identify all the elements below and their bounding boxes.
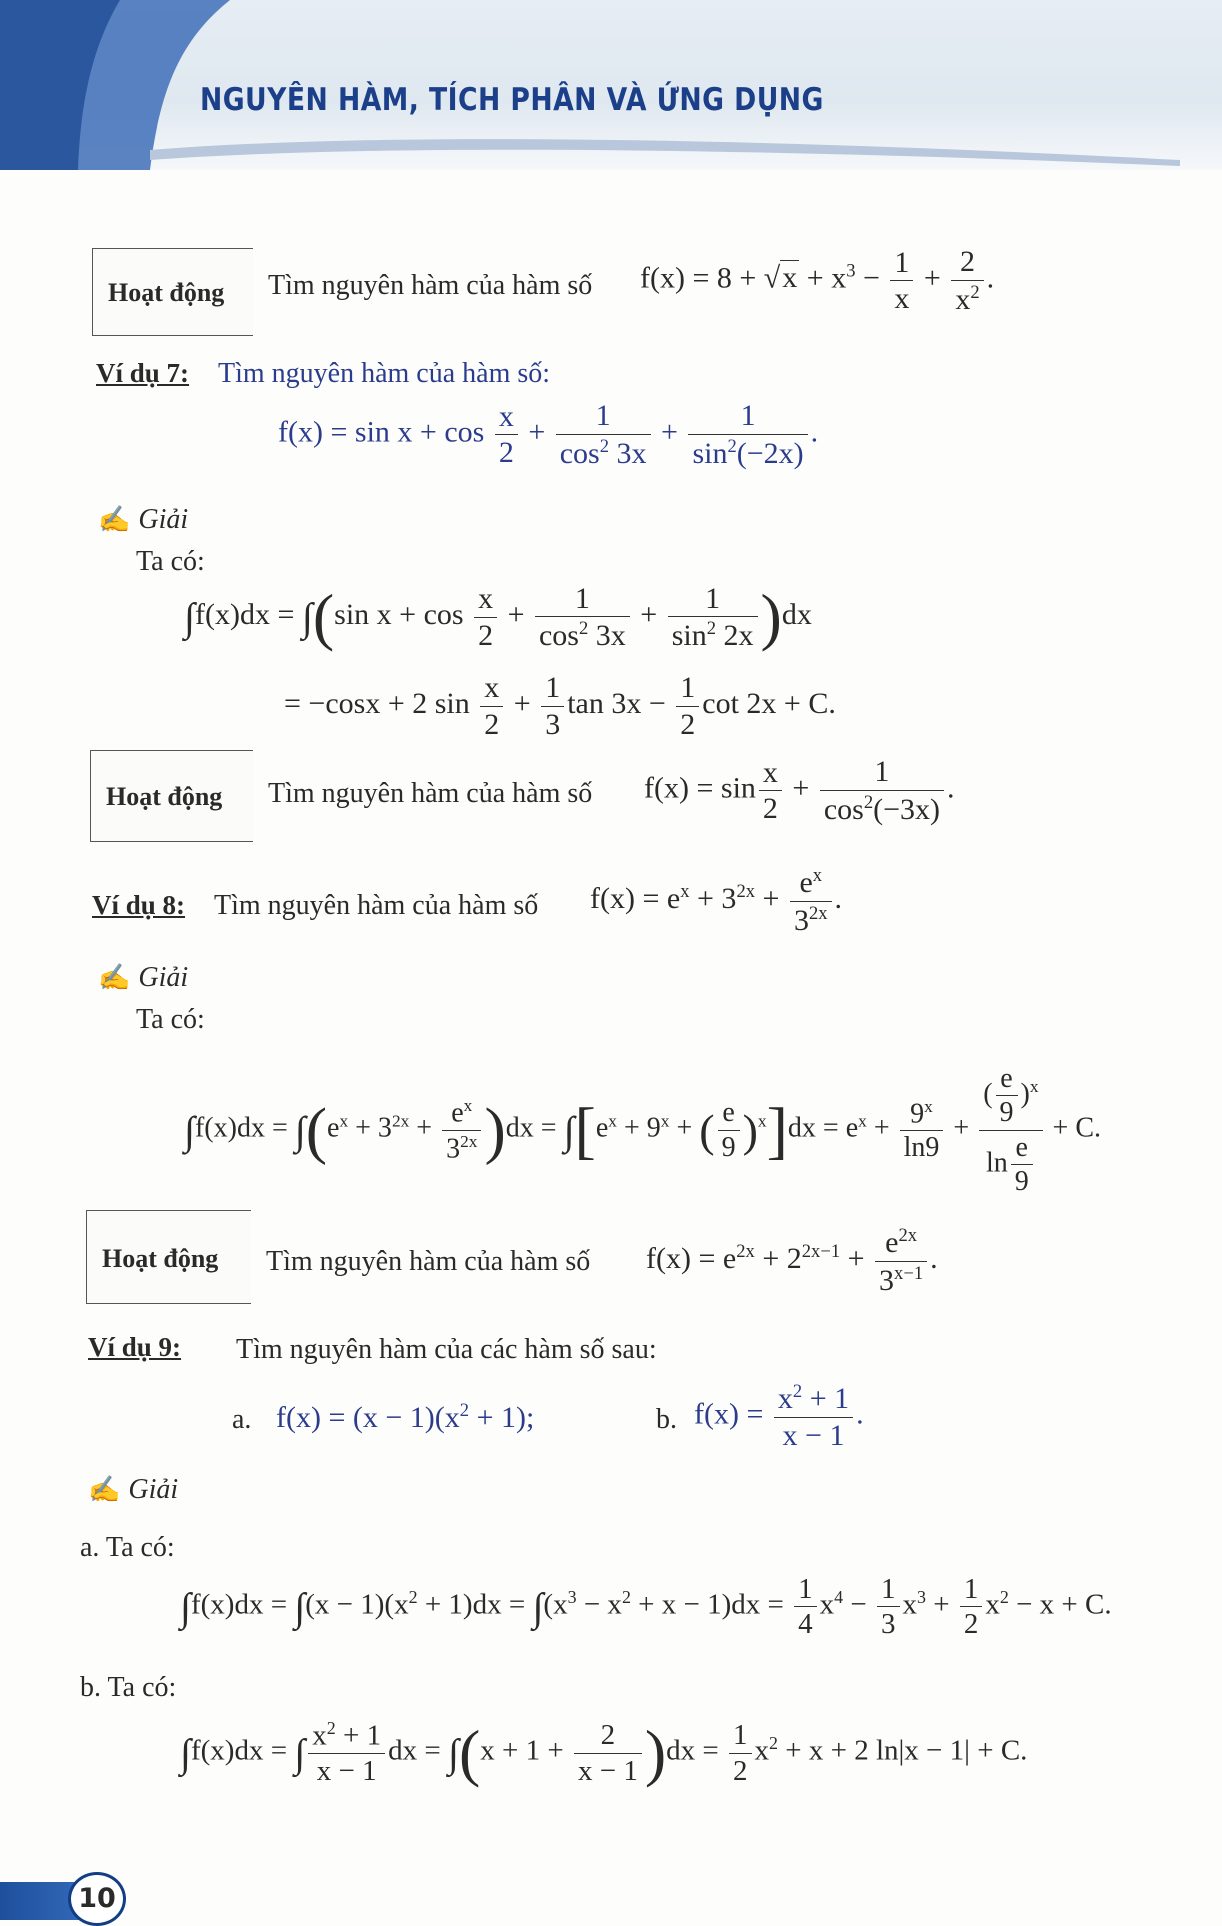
activity-1-text: Tìm nguyên hàm của hàm số — [268, 270, 593, 301]
example-9-part-a-label: a. — [232, 1404, 252, 1435]
activity-label-1: Hoạt động — [108, 278, 225, 307]
activity-2-text: Tìm nguyên hàm của hàm số — [268, 778, 593, 809]
activity-1-formula: $f(x) = 8 + √x + x^3$ − $\frac{1}{x}$ + $\frac{2}{x^2}$ . — [640, 245, 995, 316]
solution-heading-9: ✍ Giải — [88, 1474, 179, 1505]
pencil-icon: ✍ — [88, 1475, 121, 1504]
example-9-sol-a: a. Ta có: — [80, 1532, 175, 1563]
example-9-part-b-formula: f(x) = $\frac{x^2 + 1}{x - 1}$ . — [694, 1381, 864, 1452]
example-9-part-a-formula: $f(x) = (x - 1)(x^2 + 1)$; — [276, 1400, 535, 1434]
example-7-solution-line-1: ∫f(x)dx = ∫(sin x + cos $\frac{x}{2}$ + $\frac{1}{\cos^2 3x}$ + $\frac{1}{\sin^2 2x}$ )dx — [184, 581, 812, 652]
example-7-label: Ví dụ 7: — [96, 358, 190, 388]
example-8-solution: $\int f(x)dx = \int(e^x + 3^{2x}$ + $\frac{e^x}{3^{2x}}$ )$dx = \int[e^x + 9^x$ + ( $\frac{e}{9}$ )$^x]dx = e^x$ + $\frac{9^x}{\ln 9}$ + ( $\frac{e}{9}$ )$^x$ ln $\frac{e}{9}$ + C. — [184, 1063, 1101, 1198]
example-9-solution-a: $\int f(x)dx = \int(x - 1)(x^2 + 1)dx = \int(x^3 - x^2 + x - 1)dx$ = $\frac{1}{4}$ $x^4$ − $\frac{1}{3}$ $x^3$ + $\frac{1}{2}$ $x^2 - x + C$. — [180, 1573, 1112, 1641]
example-9-solution-b: ∫f(x)dx = ∫ $\frac{x^2 + 1}{x - 1}$ dx = ∫(x + 1 + $\frac{2}{x - 1}$ )dx = $\frac{1}{2}$ $x^2 + x + 2$ ln|x − 1| + C. — [180, 1717, 1028, 1788]
pencil-icon: ✍ — [98, 963, 131, 992]
activity-3-text: Tìm nguyên hàm của hàm số — [266, 1246, 591, 1277]
example-8-text: Tìm nguyên hàm của hàm số — [214, 890, 539, 921]
example-9-text: Tìm nguyên hàm của các hàm số sau: — [236, 1334, 657, 1365]
activity-2-formula: f(x) = sin $\frac{x}{2}$ + $\frac{1}{\cos^2(-3x)}$ . — [644, 755, 955, 826]
example-9-sol-b: b. Ta có: — [80, 1672, 177, 1703]
example-7-text: Tìm nguyên hàm của hàm số: — [218, 358, 551, 389]
example-9-part-b-label: b. — [656, 1404, 677, 1435]
solution-heading-8: ✍ Giải — [98, 962, 189, 993]
example-8-ta-co: Ta có: — [136, 1004, 205, 1035]
activity-label-3: Hoạt động — [102, 1244, 219, 1273]
example-8-label: Ví dụ 8: — [92, 890, 186, 920]
activity-3-formula: $f(x) = e^{2x} + 2^{2x-1}$ + $\frac{e^{2x}}{3^{x-1}}$ . — [646, 1225, 938, 1297]
solution-heading-7: ✍ Giải — [98, 504, 189, 535]
example-9-label: Ví dụ 9: — [88, 1332, 182, 1362]
pencil-icon: ✍ — [98, 505, 131, 534]
example-7-ta-co: Ta có: — [136, 546, 205, 577]
activity-label-2: Hoạt động — [106, 782, 223, 811]
example-7-formula: f(x) = sin x + cos $\frac{x}{2}$ + $\frac{1}{\cos^2 3x}$ + $\frac{1}{\sin^2(-2x)}$ . — [278, 399, 819, 470]
chapter-title: NGUYÊN HÀM, TÍCH PHÂN VÀ ỨNG DỤNG — [200, 82, 824, 118]
page-number: 10 — [68, 1872, 126, 1926]
example-8-formula: $f(x) = e^x + 3^{2x}$ + $\frac{e^x}{3^{2x}}$ . — [590, 865, 843, 937]
example-7-solution-line-2: = −cosx + 2 sin $\frac{x}{2}$ + $\frac{1}{3}$ tan 3x − $\frac{1}{2}$ cot 2x + C. — [284, 671, 836, 741]
